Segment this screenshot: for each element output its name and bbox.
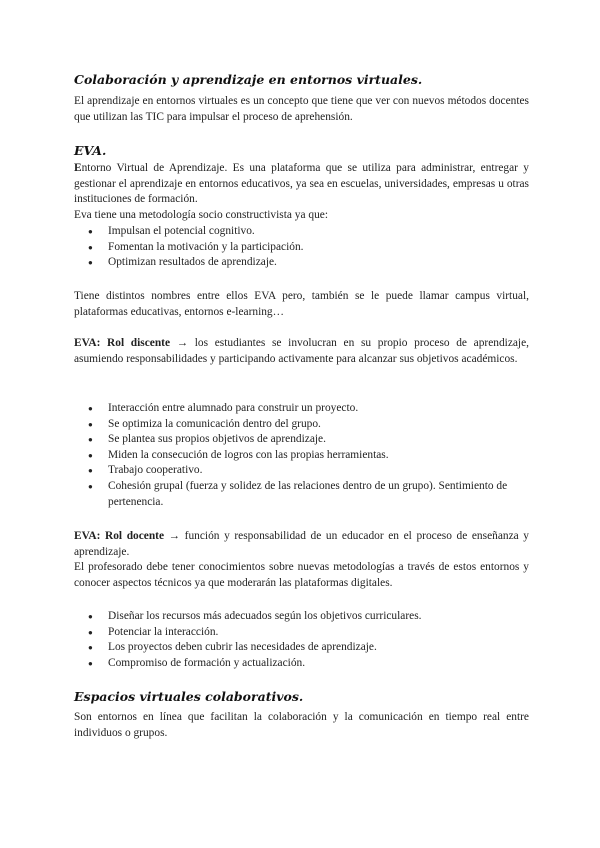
docente-bullet-list [74, 609, 529, 671]
section-heading-espacios: Espacios virtuales colaborativos. [74, 689, 304, 704]
list-item: ● Interacción entre alumnado para construir un proyecto. [74, 401, 529, 417]
definition-text: ntorno Virtual de Aprendizaje. Es una plataforma que se utiliza para administrar, entregar y gestionar el aprendizaje en entornos educativos, ya sea en escuelas, universidades, empresas u otras instituciones de formación. [74, 162, 529, 206]
rol-docente-label: EVA: Rol docente [74, 530, 165, 542]
list-item: ● Se plantea sus propios objetivos de aprendizaje. [74, 432, 529, 448]
paragraph-intro: El aprendizaje en entornos virtuales es un concepto que tiene que ver con nuevos métodos docentes que utilizan las TIC para impulsar el proceso de aprehensión. [74, 95, 529, 123]
rol-discente-text: → los estudiantes se involucran en su propio proceso de aprendizaje, asumiendo responsabilidades y participando activamente para alcanzar sus objetivos académicos. [74, 337, 529, 365]
discente-bullet-list [74, 401, 529, 510]
rol-docente-text: → función y responsabilidad de un educador en el proceso de enseñanza y aprendizaje. [74, 530, 529, 558]
paragraph-rol-docente [74, 529, 529, 560]
paragraph-profesorado: El profesorado debe tener conocimientos sobre nuevas metodologías a través de estos entornos y conocer aspectos técnicos ya que moderarán las plataformas digitales. [74, 561, 529, 589]
list-item: ● Cohesión grupal (fuerza y solidez de las relaciones dentro de un grupo). Sentimiento de pertenencia. [74, 479, 529, 510]
list-item: ● Miden la consecución de logros con las propias herramientas. [74, 448, 529, 464]
list-item: ● Se optimiza la comunicación dentro del grupo. [74, 417, 529, 433]
list-item: ● Los proyectos deben cubrir las necesidades de aprendizaje. [74, 640, 529, 656]
eva-bullet-list [74, 224, 529, 271]
paragraph-espacios: Son entornos en línea que facilitan la colaboración y la comunicación en tiempo real entre individuos o grupos. [74, 711, 529, 739]
paragraph-rol-discente [74, 336, 529, 367]
list-item: ● Trabajo cooperativo. [74, 463, 529, 479]
list-item: ● Impulsan el potencial cognitivo. [74, 224, 529, 240]
list-item: ● Fomentan la motivación y la participación. [74, 240, 529, 256]
paragraph-eva-methodology: Eva tiene una metodología socio constructivista ya que: [74, 209, 329, 221]
list-item: ● Optimizan resultados de aprendizaje. [74, 255, 529, 271]
list-item: ● Compromiso de formación y actualización. [74, 656, 529, 672]
initial-letter: E [74, 162, 82, 174]
section-heading-eva: EVA. [74, 143, 107, 158]
section-heading-colaboracion: Colaboración y aprendizaje en entornos virtuales. [74, 72, 423, 87]
paragraph-eva-definition [74, 161, 529, 208]
paragraph-eva-names: Tiene distintos nombres entre ellos EVA pero, también se le puede llamar campus virtual, plataformas educativas, entornos e-learning… [74, 290, 529, 318]
list-item: ● Diseñar los recursos más adecuados según los objetivos curriculares. [74, 609, 529, 625]
rol-discente-label: EVA: Rol discente [74, 337, 171, 349]
list-item: ● Potenciar la interacción. [74, 625, 529, 641]
